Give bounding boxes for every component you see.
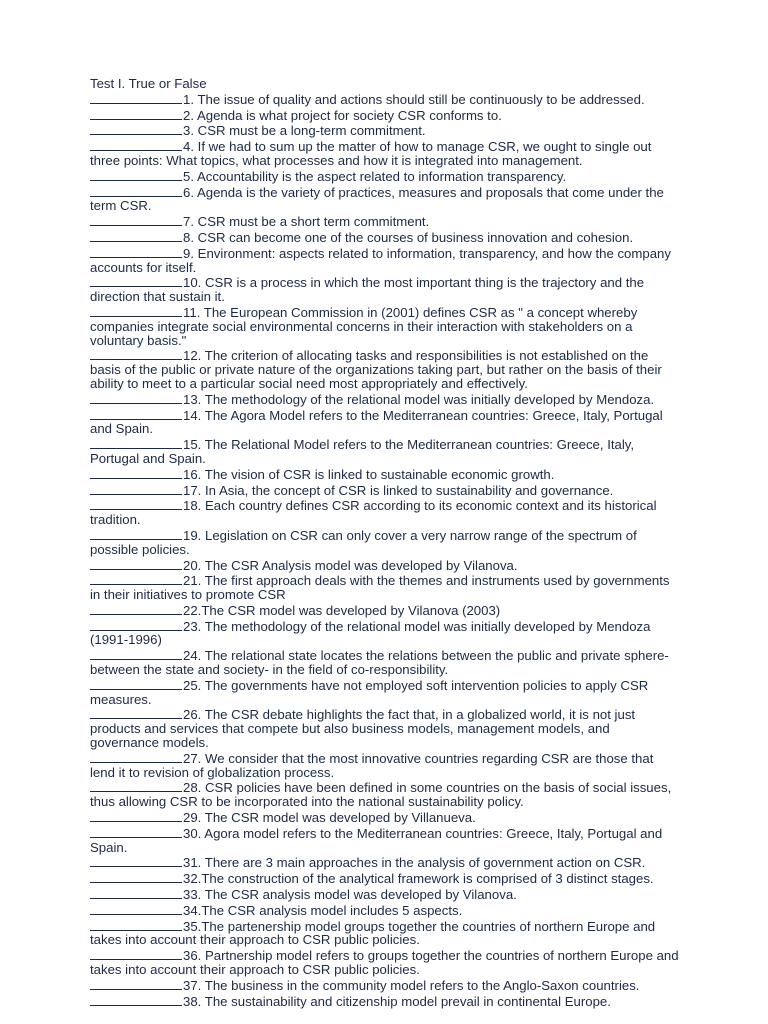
- question-text: CSR can become one of the courses of business innovation and cohesion.: [197, 229, 634, 245]
- question-number: 17.: [183, 482, 202, 498]
- question-item: [90, 870, 680, 886]
- question-text: If we had to sum up the matter of how to manage CSR, we ought to single out three points: What topics, what processes and how it is integrated into management.: [90, 139, 652, 168]
- question-number: 19.: [183, 527, 202, 543]
- question-text: The issue of quality and actions should still be continuously to be addressed.: [197, 91, 645, 107]
- answer-blank[interactable]: [90, 750, 182, 763]
- question-text: The methodology of the relational model was initially developed by Mendoza (1991-1996): [90, 618, 651, 648]
- question-item: [90, 947, 680, 977]
- question-item: [90, 107, 680, 123]
- question-text: The CSR analysis model includes 5 aspects.: [201, 902, 463, 918]
- question-number: 5.: [183, 168, 194, 184]
- question-item: [90, 213, 680, 229]
- worksheet: [90, 77, 680, 1008]
- answer-blank[interactable]: [90, 107, 182, 120]
- question-item: [90, 572, 680, 602]
- answer-blank[interactable]: [90, 407, 182, 420]
- question-number: 26.: [183, 707, 202, 723]
- question-item: [90, 750, 680, 780]
- question-item: [90, 886, 680, 902]
- question-item: [90, 245, 680, 275]
- test-title: Test I. True or False: [90, 76, 207, 91]
- question-number: 16.: [183, 466, 202, 482]
- question-item: [90, 229, 680, 245]
- answer-blank[interactable]: [90, 168, 182, 181]
- answer-blank[interactable]: [90, 572, 182, 585]
- question-item: [90, 854, 680, 870]
- question-text: The CSR model was developed by Villanueva.: [204, 810, 476, 826]
- question-item: [90, 274, 680, 304]
- answer-blank[interactable]: [90, 391, 182, 404]
- question-number: 29.: [183, 810, 202, 826]
- answer-blank[interactable]: [90, 138, 182, 151]
- question-item: [90, 825, 680, 855]
- answer-blank[interactable]: [90, 274, 182, 287]
- question-number: 23.: [183, 618, 202, 634]
- question-number: 12.: [183, 348, 202, 364]
- question-item: [90, 677, 680, 707]
- question-item: [90, 602, 680, 618]
- question-number: 27.: [183, 750, 202, 766]
- question-text: The European Commission in (2001) defines CSR as " a concept whereby companies integrate social environmental concerns in their interaction with stakeholders on a voluntary basis.": [90, 304, 638, 348]
- question-item: [90, 436, 680, 466]
- question-number: 10.: [183, 275, 202, 291]
- question-text: The criterion of allocating tasks and responsibilities is not established on the basis of the public or private nature of the organizations taking part, but rather on the basis of their ability to meet to a particular social need most appropriately and effectively.: [90, 348, 662, 391]
- question-text: CSR is a process in which the most important thing is the trajectory and the direction that sustain it.: [90, 275, 645, 305]
- question-number: 28.: [183, 780, 202, 796]
- question-text: Each country defines CSR according to its economic context and its historical tradition.: [90, 498, 657, 528]
- answer-blank[interactable]: [90, 213, 182, 226]
- question-text: There are 3 main approaches in the analysis of government action on CSR.: [204, 855, 646, 871]
- question-item: [90, 122, 680, 138]
- question-number: 11.: [183, 304, 201, 320]
- question-number: 18.: [183, 498, 202, 514]
- question-text: The Relational Model refers to the Mediterranean countries: Greece, Italy, Portugal and Spain.: [90, 437, 635, 466]
- question-item: [90, 138, 680, 168]
- question-text: The first approach deals with the themes and instruments used by governments in their initiatives to promote CSR: [90, 573, 670, 603]
- question-text: The sustainability and citizenship model prevail in continental Europe.: [204, 993, 611, 1009]
- question-text: CSR must be a short term commitment.: [197, 214, 430, 230]
- question-number: 21.: [183, 573, 202, 589]
- question-text: The governments have not employed soft intervention policies to apply CSR measures.: [90, 677, 649, 707]
- question-item: [90, 347, 680, 390]
- question-number: 6.: [183, 184, 194, 200]
- question-number: 20.: [183, 557, 202, 573]
- question-number: 38.: [183, 993, 202, 1009]
- question-number: 31.: [183, 855, 202, 871]
- question-text: CSR must be a long-term commitment.: [197, 123, 426, 139]
- question-number: 30.: [183, 825, 202, 841]
- question-item: [90, 304, 680, 347]
- answer-blank[interactable]: [90, 809, 182, 822]
- question-number: 9.: [183, 245, 194, 261]
- answer-blank[interactable]: [90, 602, 182, 615]
- question-text: Environment: aspects related to information, transparency, and how the company accounts for itself.: [90, 245, 671, 275]
- answer-blank[interactable]: [90, 825, 182, 838]
- question-text: The CSR debate highlights the fact that, in a globalized world, it is not just products and services that compete but also business models, management models, and governance models.: [90, 707, 636, 751]
- answer-blank[interactable]: [90, 557, 182, 570]
- question-number: 22.: [183, 602, 202, 618]
- answer-blank[interactable]: [90, 184, 182, 197]
- answer-blank[interactable]: [90, 91, 182, 104]
- question-number: 1.: [183, 91, 194, 107]
- question-number: 24.: [183, 648, 202, 664]
- answer-blank[interactable]: [90, 977, 182, 990]
- question-text: CSR policies have been defined in some countries on the basis of social issues, thus allowing CSR to be incorporated into the national sustainability policy.: [90, 780, 672, 810]
- question-item: [90, 466, 680, 482]
- question-list: [90, 91, 680, 1009]
- question-text: The Agora Model refers to the Mediterranean countries: Greece, Italy, Portugal and Spain.: [90, 407, 663, 437]
- answer-blank[interactable]: [90, 918, 182, 931]
- question-text: Legislation on CSR can only cover a very narrow range of the spectrum of possible policies.: [90, 527, 637, 557]
- question-text: The methodology of the relational model was initially developed by Mendoza.: [204, 391, 655, 407]
- answer-blank[interactable]: [90, 245, 182, 258]
- answer-blank[interactable]: [90, 870, 182, 883]
- question-item: [90, 168, 680, 184]
- answer-blank[interactable]: [90, 122, 182, 135]
- answer-blank[interactable]: [90, 854, 182, 867]
- question-item: [90, 557, 680, 573]
- question-number: 36.: [183, 948, 202, 964]
- question-item: [90, 706, 680, 749]
- answer-blank[interactable]: [90, 482, 182, 495]
- question-number: 8.: [183, 229, 194, 245]
- question-text: Agora model refers to the Mediterranean countries: Greece, Italy, Portugal and Spain.: [90, 825, 663, 855]
- question-text: The vision of CSR is linked to sustainable economic growth.: [204, 466, 555, 482]
- answer-blank[interactable]: [90, 947, 182, 960]
- question-text: Accountability is the aspect related to information transparency.: [196, 168, 567, 184]
- question-item: [90, 902, 680, 918]
- question-item: [90, 993, 680, 1009]
- answer-blank[interactable]: [90, 993, 182, 1006]
- answer-blank[interactable]: [90, 304, 182, 317]
- answer-blank[interactable]: [90, 902, 182, 915]
- question-number: 2.: [183, 107, 194, 123]
- answer-blank[interactable]: [90, 436, 182, 449]
- question-item: [90, 497, 680, 527]
- answer-blank[interactable]: [90, 497, 182, 510]
- answer-blank[interactable]: [90, 229, 182, 242]
- question-text: In Asia, the concept of CSR is linked to sustainability and governance.: [205, 482, 614, 498]
- question-item: [90, 482, 680, 498]
- question-number: 33.: [183, 887, 202, 903]
- question-item: [90, 91, 680, 107]
- question-item: [90, 918, 680, 948]
- question-item: [90, 407, 680, 437]
- question-text: The partenership model groups together the countries of northern Europe and takes into account their approach to CSR public policies.: [90, 918, 656, 948]
- question-text: Agenda is the variety of practices, measures and proposals that come under the term CSR.: [90, 184, 664, 214]
- question-number: 25.: [183, 677, 202, 693]
- question-item: [90, 184, 680, 214]
- question-number: 4.: [183, 139, 194, 155]
- question-item: [90, 977, 680, 993]
- question-number: 7.: [183, 214, 194, 230]
- question-item: [90, 618, 680, 648]
- question-number: 13.: [183, 391, 202, 407]
- answer-blank[interactable]: [90, 706, 182, 719]
- answer-blank[interactable]: [90, 886, 182, 899]
- answer-blank[interactable]: [90, 466, 182, 479]
- answer-blank[interactable]: [90, 647, 182, 660]
- question-text: Partnership model refers to groups together the countries of northern Europe and takes into account their approach to CSR public policies.: [90, 948, 679, 978]
- question-text: The CSR analysis model was developed by Vilanova.: [204, 887, 517, 903]
- answer-blank[interactable]: [90, 618, 182, 631]
- question-number: 14.: [183, 407, 202, 423]
- question-number: 3.: [183, 123, 194, 139]
- question-text: The business in the community model refers to the Anglo-Saxon countries.: [204, 977, 640, 993]
- question-number: 35.: [183, 918, 202, 934]
- question-number: 15.: [183, 437, 202, 453]
- question-text: The CSR model was developed by Vilanova (2003): [201, 602, 501, 618]
- question-text: The construction of the analytical framework is comprised of 3 distinct stages.: [201, 871, 654, 887]
- question-item: [90, 779, 680, 809]
- question-number: 32.: [183, 871, 202, 887]
- question-item: [90, 809, 680, 825]
- answer-blank[interactable]: [90, 779, 182, 792]
- question-text: We consider that the most innovative countries regarding CSR are those that lend it to revision of globalization process.: [90, 750, 654, 780]
- answer-blank[interactable]: [90, 347, 182, 360]
- question-item: [90, 527, 680, 557]
- question-item: [90, 647, 680, 677]
- question-text: Agenda is what project for society CSR conforms to.: [196, 107, 502, 123]
- answer-blank[interactable]: [90, 677, 182, 690]
- question-number: 34.: [183, 902, 202, 918]
- question-number: 37.: [183, 977, 202, 993]
- question-text: The relational state locates the relations between the public and private sphere- between the state and society- in the field of co-responsibility.: [90, 648, 669, 678]
- question-text: The CSR Analysis model was developed by Vilanova.: [204, 557, 518, 573]
- question-item: [90, 391, 680, 407]
- answer-blank[interactable]: [90, 527, 182, 540]
